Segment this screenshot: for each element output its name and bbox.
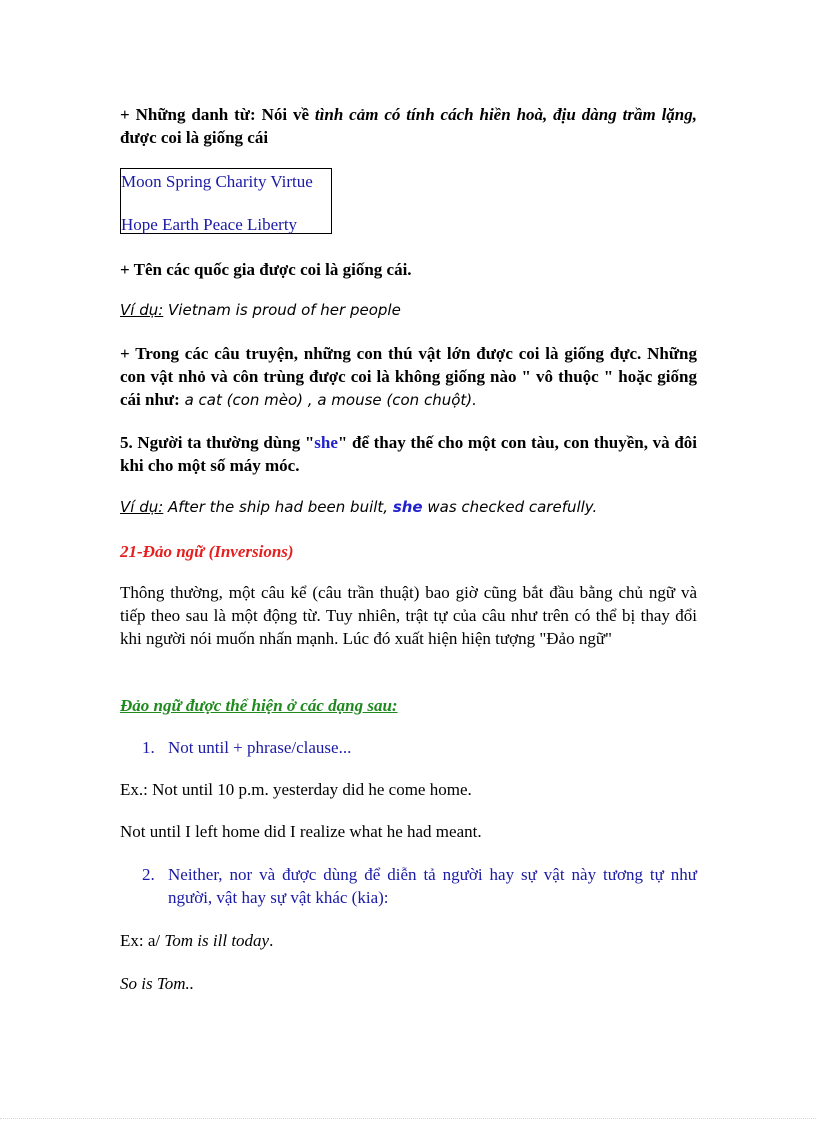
paragraph-tail: được coi là giống cái <box>120 128 269 147</box>
paragraph-country-names: + Tên các quốc gia được coi là giống cái. <box>120 260 412 279</box>
paragraph-animals-examples: a cat (con mèo) , a mouse (con chuột). <box>179 391 477 409</box>
example-suffix: . <box>269 931 274 950</box>
example-text: Vietnam is proud of her people <box>163 301 401 319</box>
intro-paragraph: Thông thường, một câu kể (câu trần thuật) bao giờ cũng bắt đầu bằng chủ ngữ và tiếp theo sau là một động từ. Tuy nhiên, trật tự của câu như trên có thể bị thay đổi khi người nói muốn nhấn mạnh. Lúc đó xuất hiện hiện tượng "Đảo ngữ" <box>120 583 697 648</box>
example-label: Ví dụ: <box>120 301 164 319</box>
noun-example-box <box>120 168 332 234</box>
paragraph-lead: + Những danh từ: Nói về <box>120 105 315 124</box>
box-row-1: Moon Spring Charity Virtue <box>121 172 313 191</box>
example-sentence <box>120 929 697 952</box>
box-row-2: Hope Earth Peace Liberty <box>121 215 298 234</box>
list-item-text: Not until + phrase/clause... <box>168 738 352 757</box>
example-text-start: After the ship had been built, <box>163 498 393 516</box>
example-sentence: Ex.: Not until 10 p.m. yesterday did he come home. <box>120 780 472 799</box>
subheading: Đảo ngữ được thể hiện ở các dạng sau: <box>120 696 398 715</box>
list-item-text: Neither, nor và được dùng để diễn tả người hay sự vật này tương tự như người, vật hay sự vật khác (kia): <box>168 865 697 907</box>
example-line-1 <box>120 299 697 322</box>
page-bottom-divider <box>0 1118 816 1119</box>
example-sentence: So is Tom.. <box>120 974 195 993</box>
example-prefix: Ex: a/ <box>120 931 165 950</box>
example-italic: Tom is ill today <box>164 931 270 950</box>
paragraph-feminine-nouns <box>120 103 697 149</box>
example-label: Ví dụ: <box>120 498 164 516</box>
list-item <box>120 863 697 909</box>
example-sentence: Not until I left home did I realize what he had meant. <box>120 822 482 841</box>
list-item-number: 2. <box>142 865 155 884</box>
paragraph-animals-bold: + Trong các câu truyện, những con thú vật lớn được coi là giống đực. Những con vật nhỏ và côn trùng được coi là không giống nào " vô thuộc " hoặc giống cái như: <box>120 344 697 409</box>
she-usage-tail: " để thay thế cho một con tàu, con thuyền, và đôi khi cho một số máy móc. <box>120 433 697 475</box>
she-word: she <box>392 498 423 516</box>
example-text-end: was checked carefully. <box>422 498 598 516</box>
paragraph-italic: tình cảm có tính cách hiền hoà, địu dàng trầm lặng, <box>314 105 698 124</box>
example-line-2 <box>120 496 697 519</box>
paragraph-animals <box>120 342 697 412</box>
list-item <box>120 736 697 759</box>
list-item-number: 1. <box>142 738 155 757</box>
section-heading: 21-Đảo ngữ (Inversions) <box>120 542 294 561</box>
she-usage-lead: 5. Người ta thường dùng " <box>120 433 315 452</box>
paragraph-she-usage <box>120 431 697 477</box>
she-word: she <box>314 433 338 452</box>
